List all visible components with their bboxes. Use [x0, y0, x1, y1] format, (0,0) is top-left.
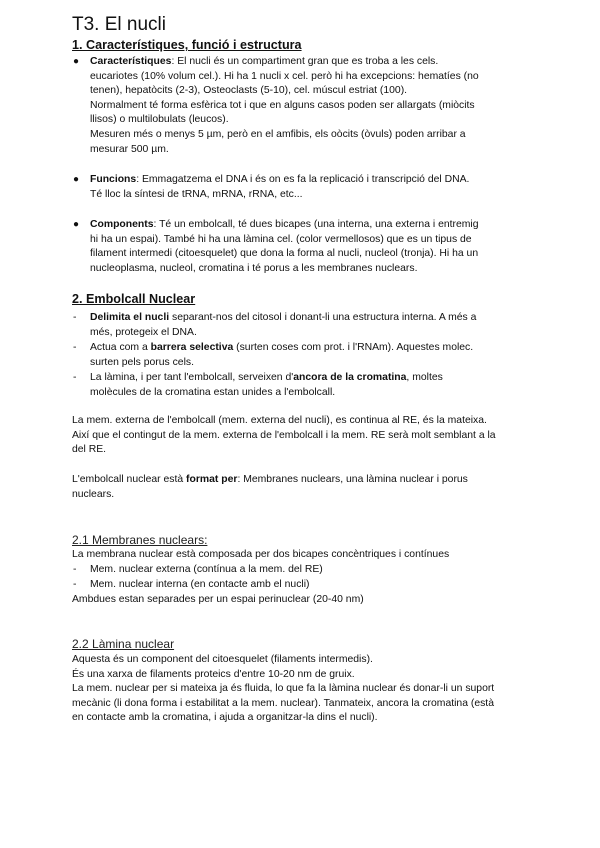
bullet-term: Característiques	[90, 56, 172, 67]
dash-marker: -	[73, 342, 77, 353]
bullet-term: Funcions	[90, 174, 137, 185]
membrane-item: - Mem. nuclear externa (contínua a la mem. del RE)	[90, 563, 540, 578]
embolcall-item: - Actua com a barrera selectiva (surten coses com prot. i l'RNAm). Aquestes molec. surten pels porus cels.	[73, 342, 474, 368]
section21-outro: Ambdues estan separades per un espai perinuclear (20-40 nm)	[72, 594, 364, 605]
page-title: T3. El nucli	[72, 14, 166, 35]
bullet-dot: ●	[73, 174, 80, 185]
bullet-dot: ●	[73, 219, 80, 230]
dash-marker: -	[73, 372, 77, 383]
dash-marker: -	[73, 564, 77, 575]
bullet-term: Components	[90, 219, 154, 230]
membrane-item: - Mem. nuclear interna (en contacte amb el nucli)	[90, 578, 540, 593]
embolcall-paragraph-2: L'embolcall nuclear està format per: Membranes nuclears, una làmina nuclear i porus nuclears.	[72, 474, 468, 500]
bullet-dot: ●	[73, 56, 80, 67]
embolcall-paragraph-1: La mem. externa de l'embolcall (mem. externa del nucli), es continua al RE, és la mateixa. Així que el contingut de la mem. externa de l'embolcall i la mem. RE serà molt semblant a la del RE.	[72, 415, 496, 456]
section1-heading: 1. Característiques, funció i estructura	[72, 38, 302, 52]
bullet-caracteristiques: ● Característiques: El nucli és un compartiment gran que es troba a les cels. eucariotes (10% volum cel.). Hi ha 1 nucli x cel. però hi ha excepcions: hematíes (no tenen), hepatòcits (2-3), Osteoclasts (5-10), cel. múscul estriat (100). Normalment té forma esfèrica tot i que en alguns casos poden ser allargats (miòcits llisos) o multilobulats (leucos). Mesuren més o menys 5 µm, però en el amfibis, els oòcits (òvuls) poden arribar a mesurar 500 µm.	[73, 56, 479, 155]
embolcall-item: - Delimita el nucli separant-nos del citosol i donant-li una estructura interna. A més a més, protegeix el DNA.	[73, 312, 477, 338]
dash-marker: -	[73, 579, 77, 590]
section22-body: Aquesta és un component del citoesquelet (filaments intermedis). És una xarxa de filaments proteics d'entre 10-20 nm de gruix. La mem. nuclear per si mateixa ja és fluida, lo que fa la làmina nuclear és donar-li un suport mecànic (li dona forma i estabilitat a la mem. nuclear). Tanmateix, ancora la cromatina (està en contacte amb la cromatina, i ajuda a organitzar-la dins el nucli).	[72, 654, 495, 724]
bullet-components: ● Components: Té un embolcall, té dues bicapes (una interna, una externa i entremig hi ha un espai). També hi ha una làmina cel. (color vermellosos) que es un tipus de filament intermedi (citoesquelet) que dona la forma al nucli, nucleol (tronja). Hi ha un nucleoplasma, nucleol, cromatina i té porus a les membranes nuclears.	[73, 219, 479, 274]
section21-intro: La membrana nuclear està composada per dos bicapes concèntriques i contínues	[72, 549, 450, 560]
section22-heading: 2.2 Làmina nuclear	[72, 637, 175, 651]
section2-heading: 2. Embolcall Nuclear	[72, 292, 196, 306]
embolcall-item: - La làmina, i per tant l'embolcall, serveixen d'ancora de la cromatina, moltes molècules de la cromatina estan unides a l'embolcall.	[73, 372, 443, 398]
section21-heading: 2.1 Membranes nuclears:	[72, 533, 208, 547]
bullet-funcions: ● Funcions: Emmagatzema el DNA i és on es fa la replicació i transcripció del DNA. Té lloc la síntesi de tRNA, mRNA, rRNA, etc...	[73, 174, 470, 200]
dash-marker: -	[73, 312, 77, 323]
